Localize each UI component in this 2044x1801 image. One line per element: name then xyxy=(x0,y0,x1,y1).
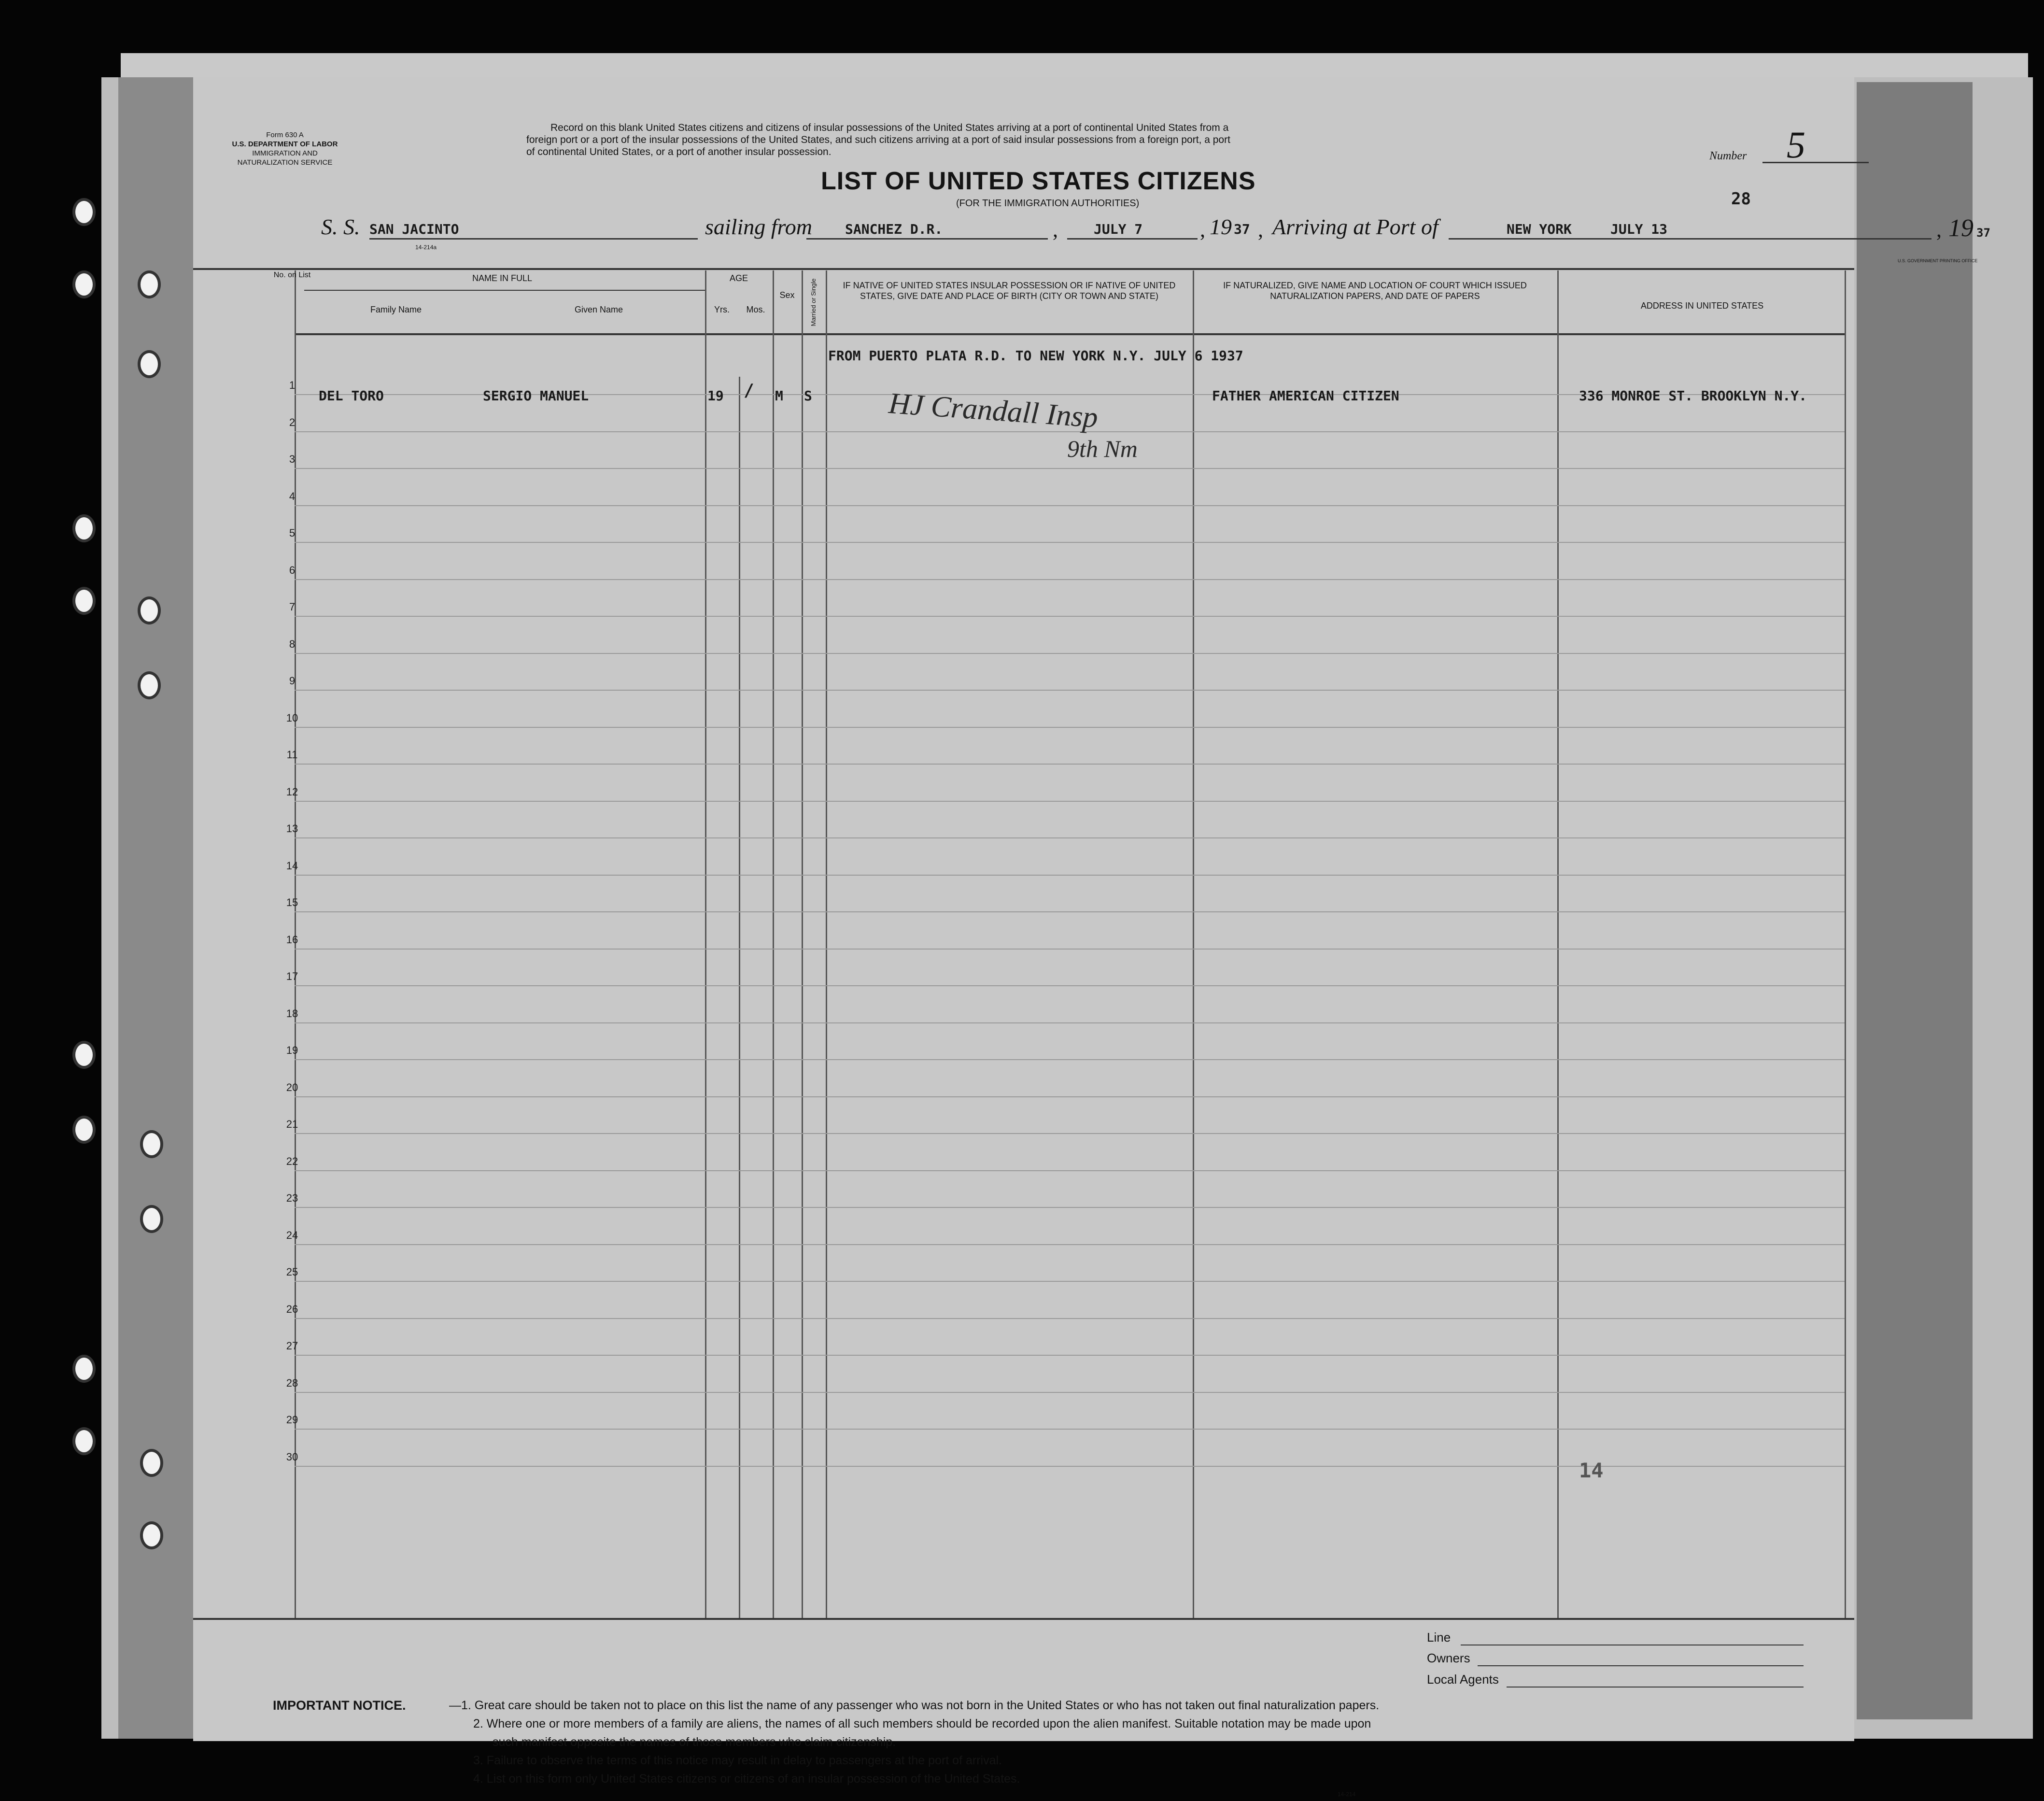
entry-naturalized: FATHER AMERICAN CITIZEN xyxy=(1212,388,1399,404)
service-line: IMMIGRATION AND xyxy=(252,149,318,157)
number-value: 5 xyxy=(1787,124,1805,166)
row-rule xyxy=(295,1170,1845,1171)
row-number: 27 xyxy=(286,1340,298,1352)
row-number: 2 xyxy=(289,416,296,428)
service-line: NATURALIZATION SERVICE xyxy=(237,158,333,167)
binder-hole xyxy=(140,1205,163,1233)
binder-hole xyxy=(72,514,96,542)
sailing-underline xyxy=(806,238,1048,240)
binder-hole xyxy=(72,1355,96,1383)
col-divider xyxy=(1557,270,1559,1618)
row-number: 5 xyxy=(289,527,296,539)
row-rule xyxy=(295,1466,1845,1467)
row-number: 12 xyxy=(286,785,298,798)
row-rule xyxy=(295,690,1845,691)
row-number: 7 xyxy=(289,601,296,613)
row-number: 18 xyxy=(286,1007,298,1020)
instructions xyxy=(526,122,1806,158)
name-subrule xyxy=(304,290,705,291)
row-number: 8 xyxy=(289,638,296,650)
binder-hole xyxy=(72,270,96,298)
form-number: Form 630 A xyxy=(266,131,304,139)
notice-item: —1. Great care should be taken not to place on this list the name of any passenger who was not born in the United States or who has not taken out final naturalization papers. xyxy=(449,1699,1380,1712)
instruction-line: of continental United States, or a port of another insular possession. xyxy=(526,146,832,157)
row-rule xyxy=(295,764,1845,765)
comma: , xyxy=(1258,218,1263,241)
binder-hole xyxy=(138,350,161,378)
col-given-name: Given Name xyxy=(574,305,623,314)
row-rule xyxy=(295,875,1845,876)
row-number: 3 xyxy=(289,453,296,465)
notice-item: 4. List on this form only United States citizens or citizens of an insular possession of the United States. xyxy=(473,1772,1020,1786)
row-rule xyxy=(295,1429,1845,1430)
col-married: Married or Single xyxy=(810,278,817,326)
binder-hole xyxy=(138,270,161,298)
table-bottom-border xyxy=(193,1618,1854,1620)
col-divider xyxy=(826,270,827,1618)
row-rule xyxy=(295,1022,1845,1023)
row-number: 6 xyxy=(289,564,296,576)
arrival-underline xyxy=(1449,238,1931,240)
row-number: 26 xyxy=(286,1303,298,1315)
notice-item: 2. Where one or more members of a family are aliens, the names of all such members should be recorded upon the alien manifest. Suitable notation may be made upon xyxy=(473,1717,1371,1730)
comma: , xyxy=(1200,218,1205,241)
sailing-date: JULY 7 xyxy=(1094,221,1143,237)
comma: , xyxy=(1936,218,1942,241)
row-number: 16 xyxy=(286,933,298,946)
entry-family-name: DEL TORO xyxy=(319,388,384,404)
header-bottom-border xyxy=(295,333,1845,335)
col-age: AGE xyxy=(729,273,748,283)
row-rule xyxy=(295,1318,1845,1319)
route-note: FROM PUERTO PLATA R.D. TO NEW YORK N.Y. JULY 6 1937 xyxy=(828,348,1243,364)
row-number: 30 xyxy=(286,1450,298,1463)
table-top-border xyxy=(193,268,1854,270)
row-rule xyxy=(295,653,1845,654)
comma: , xyxy=(1053,218,1058,241)
row-rule xyxy=(295,911,1845,912)
row-rule xyxy=(295,949,1845,950)
entry-given-name: SERGIO MANUEL xyxy=(483,388,589,404)
row-rule xyxy=(295,801,1845,802)
entry-age-yrs: 19 xyxy=(707,388,724,404)
col-divider xyxy=(1845,270,1846,1618)
row-rule xyxy=(295,1096,1845,1097)
col-divider xyxy=(773,270,774,1618)
year-prefix: 19 xyxy=(1210,214,1232,239)
notice-label: IMPORTANT NOTICE. xyxy=(273,1698,406,1713)
ss-label: S. S. xyxy=(321,214,360,239)
entry-age-mos: / xyxy=(744,381,754,400)
sailing-label: sailing from xyxy=(705,214,812,239)
row-rule xyxy=(295,1133,1845,1134)
row-rule xyxy=(295,837,1845,838)
entry-marital: S xyxy=(804,388,812,404)
row-number: 9 xyxy=(289,675,296,687)
row-rule xyxy=(295,727,1845,728)
row-rule xyxy=(295,616,1845,617)
ship-code: 14-214a xyxy=(415,244,437,251)
row-number: 14 xyxy=(286,859,298,872)
handwritten-note: 9th Nm xyxy=(1067,435,1138,462)
stamp-number: 14 xyxy=(1579,1459,1604,1482)
row-number: 13 xyxy=(286,823,298,835)
binder-hole xyxy=(72,587,96,615)
local-agents-label: Local Agents xyxy=(1427,1672,1499,1687)
department: U.S. DEPARTMENT OF LABOR xyxy=(232,140,338,148)
owners-field xyxy=(1478,1665,1804,1666)
row-number: 23 xyxy=(286,1192,298,1204)
right-shadow-band xyxy=(1857,82,1973,1719)
date-underline xyxy=(1067,238,1198,240)
col-mos: Mos. xyxy=(746,305,765,314)
arrival-date: JULY 13 xyxy=(1610,221,1668,237)
binder-hole xyxy=(138,671,161,699)
manifest-sheet xyxy=(193,77,1990,1798)
row-rule xyxy=(295,542,1845,543)
row-number: 4 xyxy=(289,490,296,502)
row-rule xyxy=(295,579,1845,580)
notice-item: 3. Failure to observe the terms of this notice may result in delay to passengers at the port of arrival. xyxy=(473,1754,1002,1767)
col-address: ADDRESS IN UNITED STATES xyxy=(1640,301,1764,311)
printer-line: U.S. GOVERNMENT PRINTING OFFICE xyxy=(1898,258,1978,263)
col-name-in-full: NAME IN FULL xyxy=(472,273,533,283)
arrival-year-prefix: 19 xyxy=(1948,214,1974,242)
line-label: Line xyxy=(1427,1630,1451,1645)
sailing-from: SANCHEZ D.R. xyxy=(845,221,943,237)
row-rule xyxy=(295,1059,1845,1060)
page-subtitle: (FOR THE IMMIGRATION AUTHORITIES) xyxy=(956,198,1140,209)
entry-sex: M xyxy=(775,388,783,404)
number-label: Number xyxy=(1709,150,1747,162)
local-agents-field xyxy=(1507,1687,1804,1688)
ship-underline xyxy=(369,238,698,240)
owners-label: Owners xyxy=(1427,1651,1470,1665)
col-yrs: Yrs. xyxy=(714,305,730,314)
row-rule xyxy=(295,468,1845,469)
col-family-name: Family Name xyxy=(370,305,422,314)
row-rule xyxy=(295,1355,1845,1356)
col-sex: Sex xyxy=(779,290,795,300)
row-number: 22 xyxy=(286,1155,298,1167)
arrival-year: 37 xyxy=(1976,226,1990,240)
row-number: 28 xyxy=(286,1376,298,1389)
row-number: 1 xyxy=(289,379,296,391)
page-title: LIST OF UNITED STATES CITIZENS xyxy=(821,167,1256,195)
col-divider xyxy=(705,270,706,1618)
col-naturalized: IF NATURALIZED, GIVE NAME AND LOCATION OF COURT WHICH ISSUED NATURALIZATION PAPERS, AND DATE OF PAPERS xyxy=(1223,281,1527,301)
inspector-signature: HJ Crandall Insp xyxy=(888,386,1099,435)
binder-hole xyxy=(72,1041,96,1069)
ship-name: SAN JACINTO xyxy=(369,221,459,237)
number-underline xyxy=(1762,162,1869,163)
row-number: 29 xyxy=(286,1414,298,1426)
col-divider xyxy=(1193,270,1194,1618)
page-number: 28 xyxy=(1731,189,1751,209)
col-divider xyxy=(802,270,803,1618)
col-no: No. on List xyxy=(273,271,311,279)
row-rule xyxy=(295,1281,1845,1282)
row-rule xyxy=(295,505,1845,506)
row-rule xyxy=(295,1244,1845,1245)
arrival-port: NEW YORK xyxy=(1507,221,1572,237)
form-id-block xyxy=(212,130,357,167)
binder-hole xyxy=(72,1427,96,1455)
col-divider xyxy=(739,377,740,1618)
row-number: 25 xyxy=(286,1266,298,1278)
entry-address: 336 MONROE ST. BROOKLYN N.Y. xyxy=(1579,388,1807,404)
binder-hole xyxy=(72,1116,96,1144)
row-rule xyxy=(295,1392,1845,1393)
row-number: 10 xyxy=(286,711,298,724)
notice-item: such manifest opposite the names of those members who claim citizenship. xyxy=(493,1735,896,1749)
instruction-line: foreign port or a port of the insular possessions of the United States, and such citizens arriving at a port of said insular possessions from a foreign port, a port xyxy=(526,134,1230,145)
row-number: 20 xyxy=(286,1081,298,1093)
row-rule xyxy=(295,985,1845,986)
col-native: IF NATIVE OF UNITED STATES INSULAR POSSESSION OR IF NATIVE OF UNITED STATES, GIVE DATE AND PLACE OF BIRTH (CITY OR TOWN AND STATE) xyxy=(843,281,1176,301)
binder-hole xyxy=(140,1521,163,1549)
arriving-label: Arriving at Port of xyxy=(1272,214,1438,239)
sailing-year: 37 xyxy=(1234,221,1250,237)
row-number: 21 xyxy=(286,1118,298,1130)
binder-hole xyxy=(72,198,96,226)
row-number: 11 xyxy=(286,749,298,761)
binder-hole xyxy=(140,1130,163,1158)
row-number: 15 xyxy=(286,896,298,908)
form-code: 14-214 xyxy=(1338,1791,1356,1798)
row-number: 19 xyxy=(286,1044,298,1056)
row-number: 17 xyxy=(286,970,298,982)
instruction-line: Record on this blank United States citizens and citizens of insular possessions of the United States arriving at a port of continental United States from a xyxy=(550,122,1229,133)
binder-hole xyxy=(140,1449,163,1477)
binder-hole xyxy=(138,596,161,624)
row-number: 24 xyxy=(286,1229,298,1241)
row-rule xyxy=(295,1207,1845,1208)
